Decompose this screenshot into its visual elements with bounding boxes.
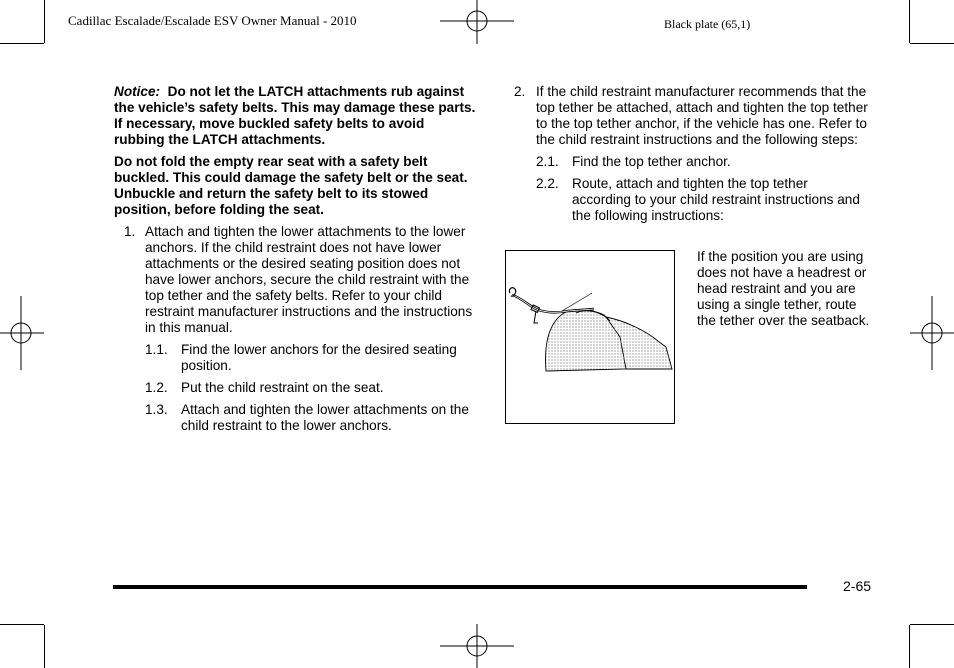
seat-tether-drawing [506, 251, 674, 423]
substep-text: Find the top tether anchor. [572, 154, 731, 169]
notice-paragraph [114, 84, 476, 148]
footer-rule [113, 585, 807, 589]
registration-mark-bottom [440, 624, 514, 668]
step-number: 1. [124, 224, 136, 239]
substep-number: 2.2. [536, 176, 559, 191]
warning-paragraph: Do not fold the empty rear seat with a safety belt buckled. This could damage the safety belt or the seat. Unbuckle and return the safety belt to its stowed position, before folding the seat. [114, 154, 468, 217]
registration-mark-right [910, 296, 954, 370]
substep-number: 2.1. [536, 154, 559, 169]
tether-illustration [505, 250, 675, 424]
registration-mark-top [440, 0, 514, 44]
step-2 [514, 84, 870, 148]
page-number: 2-65 [843, 578, 872, 594]
substep-text: Find the lower anchors for the desired seating position. [181, 342, 457, 373]
figure-caption: If the position you are using does not have a headrest or head restraint and you are using a single tether, route the tether over the seatback. [697, 249, 870, 328]
substep-2-2 [514, 176, 870, 224]
notice-label: Notice: [114, 84, 161, 99]
substep-1-1 [114, 342, 476, 374]
substep-1-3 [114, 402, 476, 434]
substep-number: 1.3. [145, 402, 168, 417]
right-column [514, 84, 870, 224]
plate-label: Black plate (65,1) [664, 17, 751, 31]
substep-number: 1.1. [145, 342, 168, 357]
substep-number: 1.2. [145, 380, 168, 395]
left-column [114, 84, 476, 434]
step-1 [114, 224, 476, 336]
manual-title: Cadillac Escalade/Escalade ESV Owner Manual - 2010 [68, 13, 357, 28]
notice-text: Do not let the LATCH attachments rub against the vehicle’s safety belts. This may damage these parts. If necessary, move buckled safety belts to avoid rubbing the LATCH attachments. [114, 84, 476, 147]
step-text: Attach and tighten the lower attachments to the lower anchors. If the child restraint does not have lower attachments or the desired seating position does not have lower anchors, secure the child restraint with the top tether and the safety belts. Refer to your child restraint manufacturer instructions and the instructions in this manual. [145, 224, 473, 335]
substep-1-2 [114, 380, 476, 396]
step-number: 2. [514, 84, 526, 99]
registration-mark-left [0, 296, 44, 370]
step-text: If the child restraint manufacturer recommends that the top tether be attached, attach and tighten the top tether to the top tether anchor, if the vehicle has one. Refer to the child restraint instructions and the following steps: [536, 84, 868, 147]
substep-2-1 [514, 154, 870, 170]
substep-text: Route, attach and tighten the top tether according to your child restraint instructions and the following instructions: [572, 176, 860, 223]
substep-text: Attach and tighten the lower attachments on the child restraint to the lower anchors. [181, 402, 469, 433]
substep-text: Put the child restraint on the seat. [181, 380, 384, 395]
